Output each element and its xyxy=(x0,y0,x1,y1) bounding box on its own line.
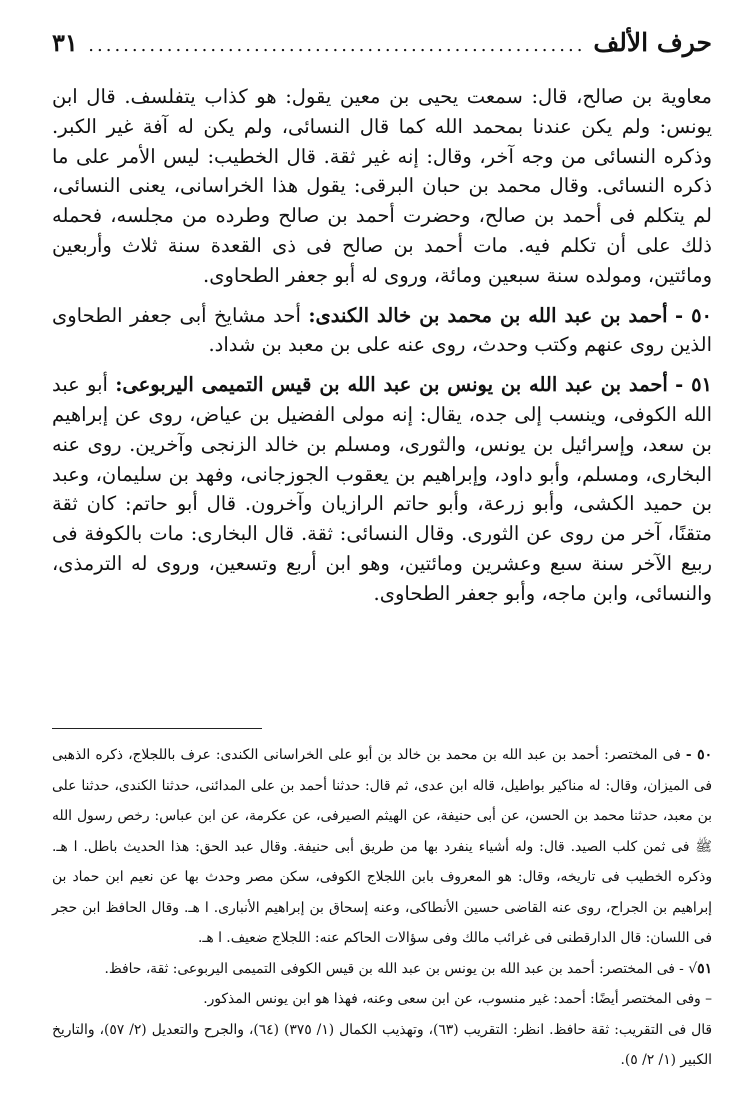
entry-50 xyxy=(52,301,712,361)
footnote-51 xyxy=(52,954,712,985)
footnote-51-sources xyxy=(52,1015,712,1076)
entry-number: ٥١ - xyxy=(675,373,713,397)
footnote-text: قال فى التقريب: ثقة حافظ. انظر: التقريب (٦٣)، وتهذيب الكمال (١/ ٣٧٥) (٦٤)، والجرح والتعديل (٢/ ٥٧)، والتاريخ الكبير (١/ ٢/ ٥). xyxy=(52,1021,712,1068)
footnote-number: ٥١ xyxy=(697,960,712,977)
entry-name: أحمد بن عبد الله بن يونس بن عبد الله بن قيس التميمى اليربوعى: xyxy=(115,373,668,397)
entry-text: أحد مشايخ أبى جعفر الطحاوى الذين روى عنهم وكتب وحدث، روى عنه على بن معبد بن شداد. xyxy=(52,303,712,357)
footnote-number: ٥٠ - xyxy=(685,747,712,763)
checkmark-icon: √ xyxy=(688,960,698,977)
entry-51 xyxy=(52,370,712,608)
footnote-text: فى المختصر: أحمد بن عبد الله بن محمد بن خالد بن أبو على الخراسانى الكندى: عرف باللجلاج، ذكره الذهبى فى الميزان، وقال: له مناكير بواطيل، قاله ابن عدى، ثم قال: حدثنا أحمد بن على المدائنى، حدثنا الكندى، حدثنا على بن معبد، حدثنا محمد بن الحسن، عن أبى حنيفة، عن الهيثم الصيرفى، عن عكرمة، عن ابن عباس: رخص رسول الله ﷺ فى ثمن كلب الصيد. قال: وله أشياء ينفرد بها من طريق أبى حنيفة. وقال عبد الحق: هذا الحديث باطل. ا هـ. وذكره الخطيب فى تاريخه، وقال: هو المعروف بابن اللجلاج الكوفى، سكن مصر وحدث بها عن نعيم ابن حماد بن إبراهيم بن الجراح، روى عنه القاضى حسين الأنطاكى، وعنه إسحاق بن إبراهيم الأنبارى. ا هـ. وقال الحافظ ابن حجر فى اللسان: قال الدارقطنى فى غرائب مالك وفى سؤالات الحاكم عنه: اللجلاج ضعيف. ا هـ. xyxy=(52,747,712,946)
main-text xyxy=(52,82,712,609)
entry-name: أحمد بن عبد الله بن محمد بن خالد الكندى: xyxy=(308,303,668,327)
footnote-separator xyxy=(52,728,262,729)
paragraph-text: معاوية بن صالح، قال: سمعت يحيى بن معين يقول: هو كذاب يتفلسف. قال ابن يونس: ولم يكن عندنا بمحمد الله كما قال النسائى، ولم يكن له آفة غير الكبر. وذكره النسائى من وجه آخر، وقال: إنه غير ثقة. قال الخطيب: ليس الأمر على ما ذكره النسائى. وقال محمد بن حبان البرقى: يقول هذا الخراسانى، يعنى النسائى، لم يتكلم فى أحمد بن صالح، وحضرت أحمد بن صالح وطرده من مجلسه، فحمله ذلك على أن تكلم فيه. مات أحمد بن صالح فى ذى القعدة سنة ثلاث وأربعين ومائتين، ومولده سنة سبعين ومائة، وروى له أبو جعفر الطحاوى. xyxy=(52,85,712,287)
entry-text: أبو عبد الله الكوفى، وينسب إلى جده، يقال: إنه مولى الفضيل بن عياض، روى عن إبراهيم بن سعد، وإسرائيل بن يونس، والثورى، ومسلم بن خالد الزنجى وآخرين. روى عنه البخارى، ومسلم، وأبو داود، وإبراهيم بن يعقوب الجوزجانى، وفهد بن سليمان، وعبد بن حميد الكشى، وأبو زرعة، وأبو حاتم الرازيان وآخرون. قال أبو حاتم: كان ثقة متقنًا، آخر من روى عن الثورى. وقال النسائى: ثقة. قال البخارى: مات بالكوفة فى ربيع الآخر سنة سبع وعشرين ومائتين، وهو ابن أربع وتسعين، وروى له الترمذى، والنسائى، وابن ماجه، وأبو جعفر الطحاوى. xyxy=(52,373,712,605)
document-page xyxy=(52,28,713,1068)
footnote-text: – وفى المختصر أيضًا: أحمد: غير منسوب، عن ابن سعى وعنه، فهذا هو ابن يونس المذكور. xyxy=(203,991,712,1007)
paragraph-continuation xyxy=(52,82,712,291)
running-header xyxy=(52,28,712,68)
footnote-text: - فى المختصر: أحمد بن عبد الله بن يونس بن عبد الله بن قيس الكوفى التميمى اليربوعى: ثقة، حافظ. xyxy=(104,960,684,977)
footnote-51-extra xyxy=(52,984,712,1015)
header-dot-leader xyxy=(86,35,586,56)
chapter-title: حرف الألف xyxy=(593,28,712,57)
footnotes xyxy=(52,740,712,1076)
page-number: ٣١ xyxy=(52,28,78,57)
footnote-50 xyxy=(52,740,712,954)
entry-number: ٥٠ - xyxy=(674,303,713,327)
